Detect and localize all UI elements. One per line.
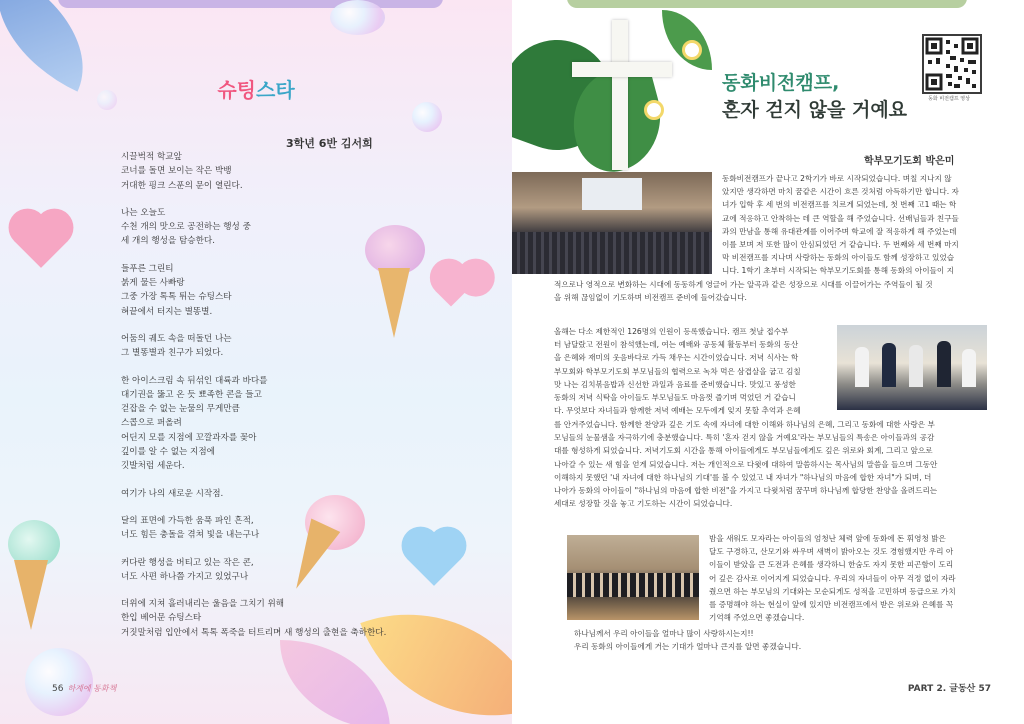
text-line: 을 위해 끊임없이 기도하며 비전캠프 준비에 들어갔습니다.	[554, 293, 747, 303]
heart-decoration	[14, 214, 68, 268]
poem-stanza	[121, 487, 421, 501]
article-title	[722, 70, 907, 124]
poem-stanza	[121, 150, 421, 193]
text-line: 하나님께서 우리 아이들을 얼마나 많이 사랑하시는지!!	[574, 629, 754, 638]
poem-line: 시끌벅적 학교앞	[121, 152, 182, 162]
ice-cream-cone-decoration	[14, 560, 48, 630]
poem-line: 너도 사편 하나쯤 가지고 있었구나	[121, 571, 249, 582]
poem-line: 깃발처럼 세운다.	[121, 461, 185, 472]
page-number-left	[52, 683, 116, 694]
choir-members	[567, 573, 699, 597]
text-line: 우리 동화의 아이들에게 거는 기대가 얼마나 큰지를 알면 좋겠습니다.	[574, 642, 802, 652]
text-line: 나아가 동화의 아이들이 "하나님의 마음에 합한 비전"을 가지고 다윗처럼 꿈꾸며 하나님께 합당한 찬양을 올려드리는	[554, 486, 938, 496]
poem-line: 수천 개의 맛으로 공전하는 행성 중	[121, 222, 251, 233]
daisy-flower	[682, 40, 702, 60]
text-line: 줬으면 하는 부모님의 기대와는 모순되게도 성적을 고민하며 등급으로 가치	[709, 586, 956, 596]
poem-line: 거짓말처럼 입안에서 톡톡 폭죽을 터트리며 새 행성의 출현을 축하한다.	[121, 627, 387, 638]
poem-stanza	[121, 332, 421, 361]
person	[909, 345, 923, 387]
text-line: 녀가 입학 후 세 번의 비전캠프를 치르게 되었는데, 첫 번째 고1 때는 학	[722, 200, 957, 210]
poem-line: 그중 가장 톡톡 튀는 슈팅스타	[121, 292, 232, 303]
poem-stanza	[121, 556, 421, 585]
poem-line: 스콥으로 퍼올려	[121, 418, 182, 429]
bubble-decoration	[330, 0, 385, 35]
article-title-line2: 혼자 걷지 않을 거예요	[722, 99, 908, 121]
text-line: 교에 적응하고 안착하는 데 큰 역할을 해 주었습니다. 선배님들과 친구들	[722, 213, 959, 223]
text-line: 부모회와 학부모기도회 부모님들의 협력으로 녹차 먹은 삼겹살을 굽고 김칠	[554, 366, 801, 376]
page-number: 56	[52, 684, 64, 694]
text-line: 다. 무엇보다 자녀들과 함께한 저녁 예배는 모두에게 잊지 못할 추억과 은혜	[554, 406, 801, 416]
right-page	[512, 0, 1024, 724]
text-line: 이를 보며 저 또한 많이 안심되었던 거 같습니다. 두 번째와 세 번째 마지	[722, 240, 959, 250]
text-line: 니다. 1학기 초부터 시작되는 학부모기도회를 통해 동화의 아이들이 지	[722, 266, 954, 276]
poem-line: 여기가 나의 새로운 시작점.	[121, 488, 224, 499]
poem-line: 대기권을 뚫고 온 듯 뾰족한 콘을 들고	[121, 389, 262, 400]
text-line: 를 증명해야 하는 현실이 앞에 있지만 비전캠프에서 받은 위로와 은혜를 꼭	[709, 600, 954, 610]
poem-stanza	[121, 597, 421, 640]
text-line: 막 비전캠프를 지나며 사랑하는 동화의 아이들도 함께 성장하고 있었습	[722, 253, 955, 263]
poem-stanza	[121, 262, 421, 319]
text-line: 밤을 새워도 모자라는 아이들의 엄청난 체력 앞에 동화에 돈 휘영청 밝은	[709, 534, 946, 543]
text-line: 달도 구경하고, 산모기와 싸우며 새벽이 밝아오는 것도 경험했지만 우리 아	[709, 547, 954, 557]
paragraph-1	[722, 172, 988, 278]
paragraph-2-continued	[554, 418, 988, 510]
poem-line: 어둠의 궤도 속을 떠돌던 나는	[121, 333, 232, 344]
poem-line: 그 별똥별과 친구가 되었다.	[121, 348, 224, 359]
text-line: 이해하지 못했던 '내 자녀에 대한 하나님의 기대'를 볼 수 있었고 내 자녀가 "하나님의 마음에 합한 자녀"가 되며, 더	[554, 472, 932, 482]
header-tab	[58, 0, 443, 8]
poem-line: 나는 오늘도	[121, 207, 166, 218]
poem-line: 걷잡을 수 없는 눈물의 무게만큼	[121, 404, 240, 415]
poem-line: 거대한 핑크 스푼의 문이 열린다.	[121, 180, 243, 191]
poem-body	[121, 150, 421, 653]
article-title-line1: 동화비전캠프,	[722, 72, 840, 94]
poem-author: 3학년 6반 김서희	[286, 137, 373, 150]
section-title-part-a: 슈팅	[217, 78, 256, 102]
cross-leaves-illustration	[512, 0, 727, 165]
section-title	[0, 74, 512, 103]
poem-stanza	[121, 206, 421, 249]
cross-vertical	[612, 20, 628, 170]
poem-line: 커다란 행성을 버티고 있는 작은 콘,	[121, 557, 254, 568]
text-line: 과의 만남을 통해 유대관계를 이어주며 학교에 잘 적응하게 해 주었는데	[722, 226, 957, 236]
text-line: 모님들의 눈물샘을 자극하기에 충분했습니다. 특히 '혼자 걷지 않을 거예요'라는 부모님들의 특송은 아이들과의 공감	[554, 433, 935, 443]
daisy-flower	[644, 100, 664, 120]
poem-line: 세 개의 행성을 탐승한다.	[121, 236, 215, 247]
text-line: 맛 나는 김치볶음밥과 신선한 과일과 음료를 준비했습니다. 맛있고 풍성한	[554, 379, 796, 389]
text-line: 세대로 성장할 것을 놓고 기도하는 시간이 되었습니다.	[554, 499, 733, 509]
poem-line: 너도 힘든 충돌을 겪쳐 빛을 내는구나	[121, 530, 260, 541]
cross-horizontal	[572, 62, 672, 77]
text-line: 나아갈 수 있는 새 힘을 얻게 되었습니다. 저는 개인적으로 다윗에 대하여 말씀하시는 목사님의 말씀을 들으며 그동안	[554, 459, 938, 469]
poem-line: 한입 베어문 슈팅스타	[121, 613, 202, 624]
paragraph-2	[554, 325, 828, 417]
text-line: 았지만 생각하면 마치 꿈같은 시간이 흐른 것처럼 아득하기만 합니다. 자	[722, 187, 959, 197]
poem-line: 코너를 돌면 보이는 작은 박뱅	[121, 166, 232, 177]
poem-stanza	[121, 514, 421, 543]
crowd	[512, 232, 712, 274]
article-author: 학부모기도회 박은미	[864, 156, 955, 167]
qr-code-pattern	[924, 36, 980, 92]
poem-line: 혀끝에서 터지는 별똥별.	[121, 306, 213, 317]
poem-line: 한 아이스크림 속 뒤섞인 대륙과 바다를	[121, 375, 268, 386]
poem-line: 들푸른 그린티	[121, 263, 174, 274]
page-number-right: PART 2. 글동산 57	[907, 684, 991, 694]
group-photo	[512, 172, 712, 274]
text-line: 어 깊은 감사로 이어지게 되었습니다. 우리의 자녀들이 아무 걱정 없이 자라	[709, 573, 956, 583]
closing-paragraph	[574, 627, 994, 653]
text-line: 기억해 주었으면 좋겠습니다.	[709, 613, 805, 623]
text-line: 를 안겨주었습니다. 함께한 찬양과 깊은 기도 속에 자녀에 대한 이해와 하나님의 은혜, 그리고 동화에 대한 사랑은 부	[554, 420, 935, 429]
projection-screen	[582, 178, 642, 210]
text-line: 대를 형성하게 되었습니다. 저녁기도회 시간을 통해 아이들에게도 부모님들에게도 깊은 위로와 회계, 그리고 앞으로	[554, 446, 933, 456]
bubble-decoration	[412, 102, 442, 132]
text-line: 이들이 받았을 큰 도전과 은혜를 생각하니 한숨도 자지 못한 피곤함이 도리	[709, 560, 954, 570]
paragraph-3	[709, 532, 989, 624]
poem-line: 더위에 지쳐 흘러내리는 울음을 그치기 위해	[121, 599, 285, 610]
bubble-decoration	[25, 648, 93, 716]
poem-stanza	[121, 374, 421, 474]
person	[962, 349, 976, 387]
text-line: 동화비전캠프가 끝나고 2학기가 바로 시작되었습니다. 며칠 지나지 않	[722, 174, 952, 183]
text-line: 터 남달랐고 전원이 참석했는데, 여는 예배와 공동체 활동부터 동화의 동산	[554, 340, 799, 350]
heart-decoration	[435, 275, 466, 306]
choir-photo	[567, 535, 699, 620]
poem-line: 깊이를 알 수 없는 지점에	[121, 447, 215, 458]
text-line: 적으로나 영적으로 변화하는 시대에 동동하게 영글어 가는 알곡과 같은 성장으로 시대를 이끌어가는 주역들이 될 것	[554, 280, 933, 289]
section-title-part-b: 스타	[256, 78, 295, 102]
person	[855, 347, 869, 387]
paragraph-1-continued	[554, 278, 988, 304]
poem-line: 어딘지 모를 지점에 꼬깔과자를 꽂아	[121, 432, 257, 443]
cooking-photo	[837, 325, 987, 410]
poem-line: 붉게 물든 사빠랑	[121, 278, 185, 289]
qr-caption: 동화 비전캠프 영상	[928, 96, 970, 102]
text-line: 을 은혜와 재미의 웃음바다로 가득 채우는 시간이었습니다. 저녁 식사는 학	[554, 353, 799, 363]
person	[882, 343, 896, 387]
poem-line: 달의 표면에 가득한 움푹 파인 흔적,	[121, 515, 254, 526]
brand-logo: 하계에 동화책	[67, 684, 117, 693]
qr-code[interactable]	[922, 34, 982, 94]
text-line: 올해는 다소 제한적인 126명의 인원이 등록했습니다. 캠프 첫날 접수부	[554, 327, 789, 336]
person	[937, 341, 951, 387]
text-line: 동화의 저녁 식탁을 아이들도 부모님들도 마음껏 즐기며 먹었던 거 같습니	[554, 393, 796, 403]
